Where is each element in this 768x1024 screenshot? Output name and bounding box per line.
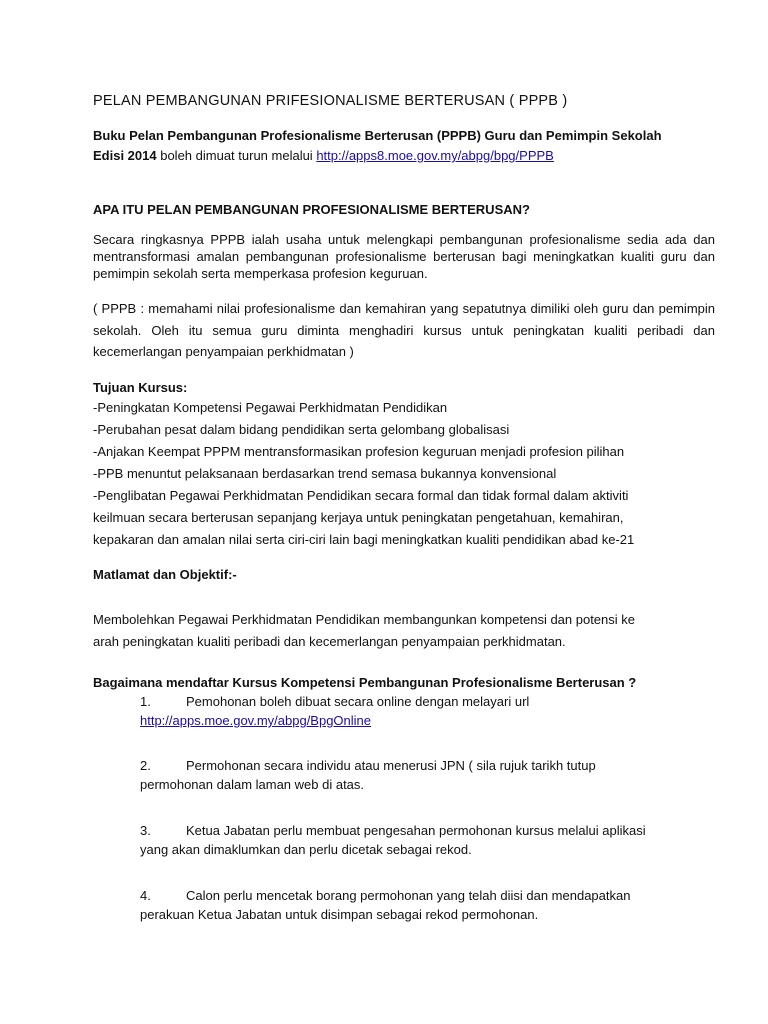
what-paragraph-1: Secara ringkasnya PPPB ialah usaha untuk melengkapi pembangunan profesionalisme sedia ada dan mentransformasi amalan pembangunan profesionalisme berterusan bagi meningkatkan kualiti guru dan pemimpin sekolah serta memperkasa profesion keguruan.: [93, 232, 715, 281]
list-item: -PPB menuntut pelaksanaan berdasarkan trend semasa bukannya konvensional: [93, 465, 557, 481]
step-text: Permohonan secara individu atau menerusi JPN ( sila rujuk tarikh tutup: [186, 757, 596, 773]
intro-plain-text: boleh dimuat turun melalui: [156, 148, 317, 163]
step-text-continued: perakuan Ketua Jabatan untuk disimpan sebagai rekod permohonan.: [140, 907, 539, 922]
step-text: Calon perlu mencetak borang permohonan yang telah diisi dan mendapatkan: [186, 887, 631, 903]
intro-bold-line1: Buku Pelan Pembangunan Profesionalisme Berterusan (PPPB) Guru dan Pemimpin Sekolah: [93, 128, 662, 143]
step-item: [93, 886, 715, 925]
step-number: 4.: [140, 887, 151, 903]
what-paragraph-2: ( PPPB : memahami nilai profesionalisme dan kemahiran yang sepatutnya dimiliki oleh guru dan pemimpin sekolah. Oleh itu semua guru diminta menghadiri kursus untuk peningkatan kualiti peribadi dan kecemerlangan penyampaian perkhidmatan ): [93, 301, 715, 359]
page-title: PELAN PEMBANGUNAN PRIFESIONALISME BERTERUSAN ( PPPB ): [93, 93, 568, 109]
step-number: 3.: [140, 822, 151, 838]
matlamat-line-1: Membolehkan Pegawai Perkhidmatan Pendidikan membangunkan kompetensi dan potensi ke: [93, 611, 636, 627]
step-item: [93, 756, 715, 795]
matlamat-heading: Matlamat dan Objektif:-: [93, 566, 237, 582]
list-item: keilmuan secara berterusan sepanjang kerjaya untuk peningkatan pengetahuan, kemahiran,: [93, 509, 624, 525]
tujuan-heading: Tujuan Kursus:: [93, 379, 188, 395]
daftar-steps: [93, 692, 715, 925]
step-text-continued: permohonan dalam laman web di atas.: [140, 777, 365, 792]
bpg-online-link[interactable]: http://apps.moe.gov.my/abpg/BpgOnline: [140, 713, 372, 728]
intro-paragraph: [93, 126, 715, 166]
step-text: Ketua Jabatan perlu membuat pengesahan permohonan kursus melalui aplikasi: [186, 822, 646, 838]
list-item: -Penglibatan Pegawai Perkhidmatan Pendidikan secara formal dan tidak formal dalam aktiviti: [93, 487, 629, 503]
step-text-continued: yang akan dimaklumkan dan perlu dicetak sebagai rekod.: [140, 842, 472, 857]
document-page: [93, 93, 715, 925]
daftar-heading: Bagaimana mendaftar Kursus Kompetensi Pembangunan Profesionalisme Berterusan ?: [93, 674, 637, 690]
what-heading: APA ITU PELAN PEMBANGUNAN PROFESIONALISME BERTERUSAN?: [93, 202, 530, 217]
list-item: -Anjakan Keempat PPPM mentransformasikan profesion keguruan menjadi profesion pilihan: [93, 443, 625, 459]
matlamat-line-2: arah peningkatan kualiti peribadi dan kecemerlangan penyampaian perkhidmatan.: [93, 633, 566, 649]
matlamat-paragraph: [93, 609, 715, 653]
tujuan-list: [93, 397, 715, 551]
list-item: -Perubahan pesat dalam bidang pendidikan serta gelombang globalisasi: [93, 421, 510, 437]
step-number: 1.: [140, 693, 151, 709]
step-item: [93, 821, 715, 860]
pppb-download-link[interactable]: http://apps8.moe.gov.my/abpg/bpg/PPPB: [316, 148, 554, 163]
step-number: 2.: [140, 757, 151, 773]
step-text: Pemohonan boleh dibuat secara online dengan melayari url: [186, 693, 530, 709]
list-item: -Peningkatan Kompetensi Pegawai Perkhidmatan Pendidikan: [93, 399, 448, 415]
step-item: [93, 692, 715, 731]
list-item: kepakaran dan amalan nilai serta ciri-ciri lain bagi meningkatkan kualiti pendidikan abad ke-21: [93, 531, 635, 547]
intro-bold-line2: Edisi 2014: [93, 148, 157, 163]
